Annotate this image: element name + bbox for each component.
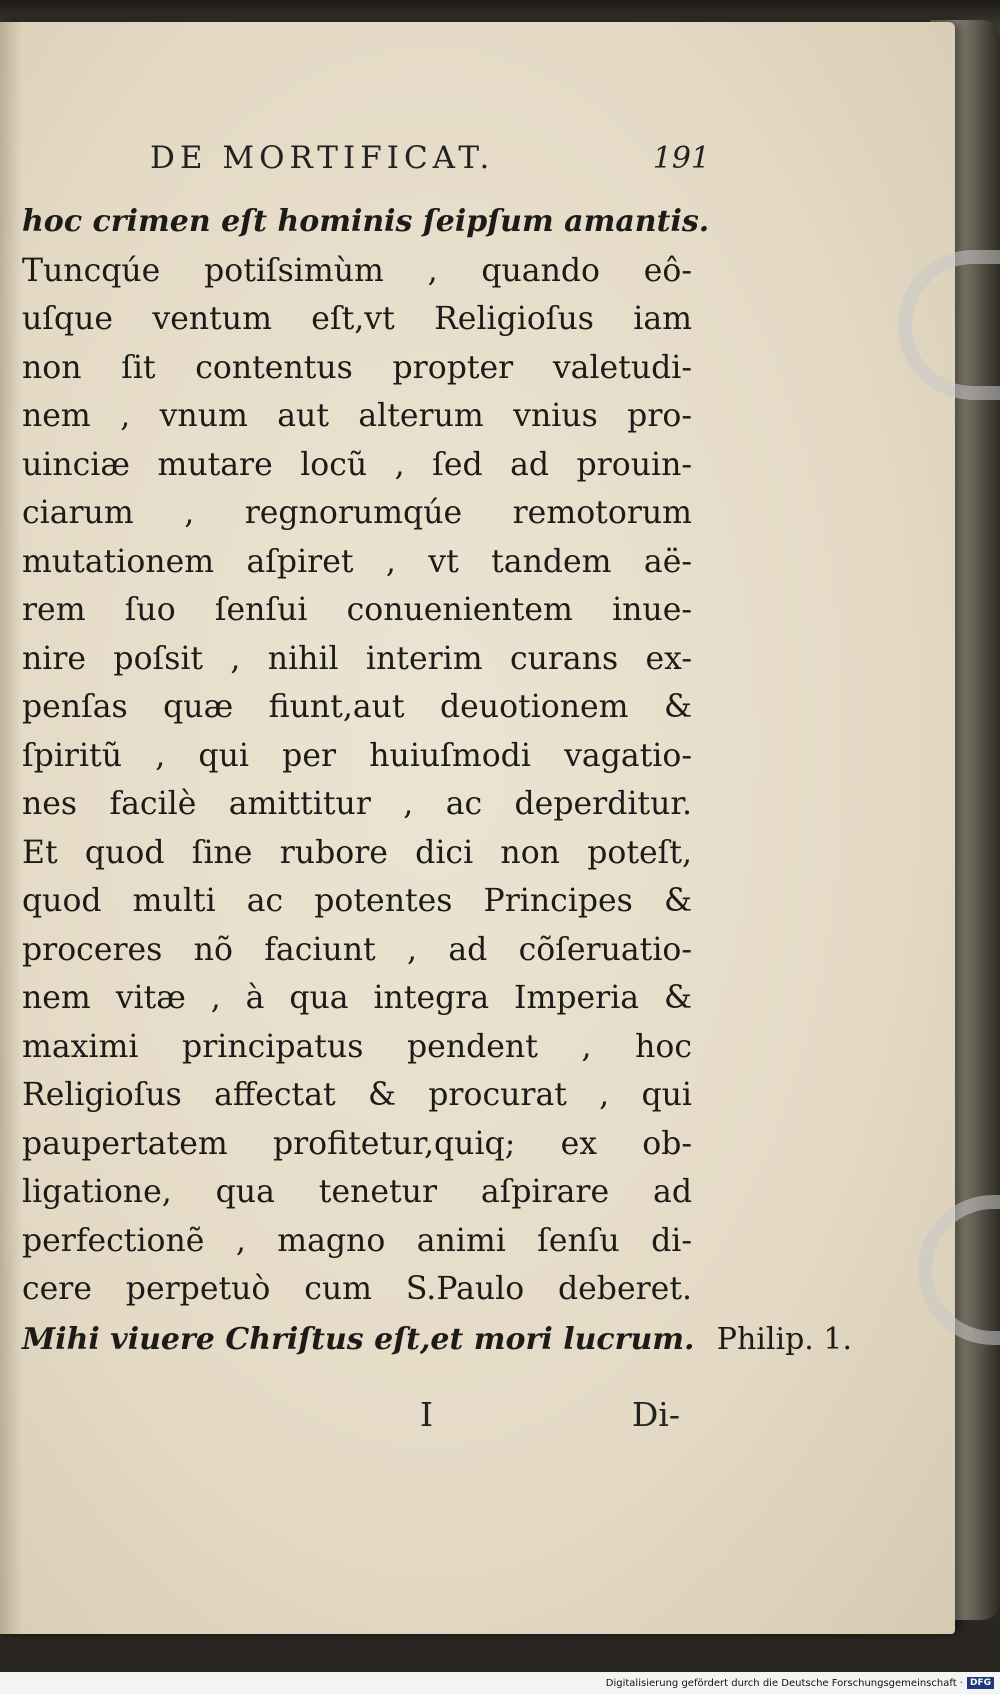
funding-credit: Digitalisierung gefördert durch die Deutsche Forschungsgemeinschaft · (605, 1677, 963, 1689)
page-number: 191 (652, 141, 710, 176)
scripture-quote-line (22, 1316, 852, 1364)
text-line: ciarum , regnorumqúe remotorum (22, 495, 692, 531)
text-line: hoc crimen eſt hominis ſeipſum amantis. (22, 204, 710, 239)
text-line: Religioſus affectat & procurat , qui (22, 1077, 692, 1113)
text-line: nes facilè amittitur , ac deperditur. (22, 786, 692, 822)
text-line: nire poſsit , nihil interim curans ex- (22, 640, 692, 677)
text-line: penſas quæ fiunt,aut deuotionem & (22, 689, 692, 725)
text-line: rem ſuo ſenſui conuenientem inue- (22, 592, 692, 628)
text-line: nem vitæ , à qua integra Imperia & (22, 980, 692, 1016)
dfg-logo-icon: DFG (967, 1677, 994, 1689)
signature-mark: I (420, 1395, 434, 1434)
scripture-reference: Philip. 1. (716, 1322, 852, 1357)
credit-bar (0, 1672, 1000, 1694)
text-line: Et quod ſine rubore dici non poteſt, (22, 834, 692, 871)
text-line: paupertatem profitetur,quiq; ex ob- (22, 1125, 692, 1162)
running-head: DE MORTIFICAT. (150, 140, 495, 176)
text-line: cere perpetuò cum S.Paulo deberet. (22, 1271, 692, 1307)
body-text (22, 198, 710, 1314)
text-line: uinciæ mutare locũ , ſed ad prouin- (22, 446, 692, 483)
text-line: maximi principatus pendent , hoc (22, 1028, 692, 1065)
scripture-quote: Mihi viuere Chriſtus eſt,et mori lucrum. (22, 1322, 695, 1357)
text-line: Tuncqúe potiſsimùm , quando eô- (22, 252, 692, 289)
page-header (150, 140, 710, 180)
catchword: Di- (631, 1395, 680, 1434)
page-footer (420, 1395, 680, 1445)
text-line: nem , vnum aut alterum vnius pro- (22, 398, 692, 434)
text-line: perfectionẽ , magno animi ſenſu di- (22, 1222, 692, 1259)
text-line: proceres nõ faciunt , ad cõſeruatio- (22, 931, 692, 968)
text-line: uſque ventum eſt,vt Religioſus iam (22, 301, 692, 337)
text-line: mutationem aſpiret , vt tandem aë- (22, 543, 692, 580)
text-line: ſpiritũ , qui per huiuſmodi vagatio- (22, 737, 692, 774)
text-line: quod multi ac potentes Principes & (22, 883, 692, 919)
text-line: non ſit contentus propter valetudi- (22, 349, 692, 386)
text-line: ligatione, qua tenetur aſpirare ad (22, 1174, 692, 1210)
